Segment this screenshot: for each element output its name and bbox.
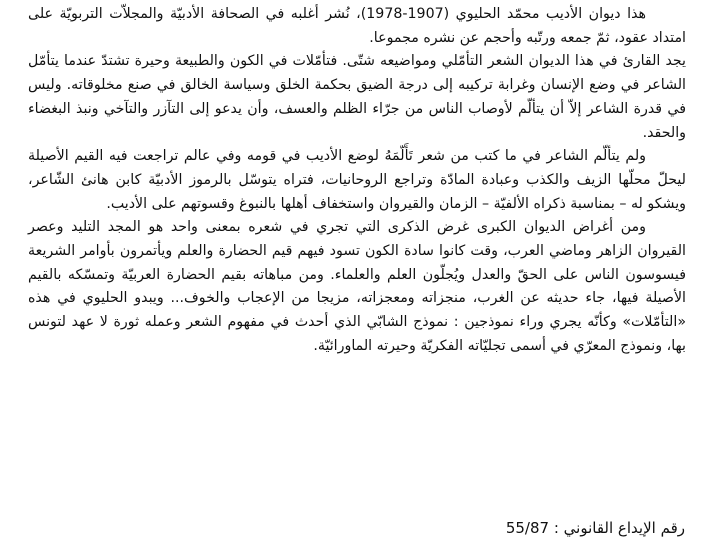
paragraph-memory-theme: ومن أغراض الديوان الكبرى غرض الذكرى التي تجري في شعره بمعنى واحد هو المجد التليد وعصر القيروان الزاهر وماضي العرب، وقت كانوا سادة الكون تسود فيهم قيم الحضارة والعلم ويأتمرون بأوامر الشريعة فيسوسون الناس على الحقّ والعدل ويُجلّون العلم والعلماء. ومن مباهاته بقيم الحضارة العربيّة وتمسّكه بالقيم الأصيلة فيها، جاء حديثه عن الغرب، منجزاته ومعجزاته، مزيجا من الإعجاب والخوف... ويبدو الحليوي في هذه «التأمّلات» وكأنّه يجري وراء نموذجين : نموذج الشابّي الذي أحدث في مفهوم الشعر وعمله ثورة لا عهد لتونس بها، ونموذج المعرّي في أسمى تجليّاته الفكريّة وحيرته الماورائيّة.: [28, 219, 686, 354]
paragraph-poet-suffering: ولم يتألّم الشاعر في ما كتب من شعر تَأَلّمَهُ لوضع الأديب في قومه وفي عالم تراجعت فيه القيم الأصيلة ليحلّ محلّها الزيف والكذب وعبادة المادّة وتراجع الروحانيات، فتراه يتوسّل بالرموز الأدبيّة كابن هانئ الشّاعر، ويشكو له – بمناسبة ذكراه الألفيّة – الزمان والقيروان واستخفاف أهلها بالنبوغ وقسوتهم على الأديب.: [28, 148, 686, 212]
paragraph-intro: هذا ديوان الأديب محمّد الحليوي (1907-1978)، نُشر أغلبه في الصحافة الأدبيّة والمجلاّت التربويّة على امتداد عقود، ثمّ جمعه ورتّبه وأحجم عن نشره مجموعا.: [28, 6, 686, 46]
legal-deposit-number: رقم الإيداع القانوني : 55/87: [505, 519, 685, 537]
document-body: [28, 3, 686, 359]
paragraph-contemplative-poetry: يجد القارئ في هذا الديوان الشعر التأمّلي ومواضيعه شتّى. فتأمّلات في الكون والطبيعة وحيرة تشتدّ عندما يتأمّل الشاعر في وضع الإنسان وغرابة تركيبه إلى درجة الضيق بحكمة الخلق وسياسة الخالق في صنع مخلوقاته. وليس في قدرة الشاعر إلاّ أن يتألّم لأوصاب الناس من جرّاء الظلم والعسف، وأن يدعو إلى التآزر والتآخي ونبذ البغضاء والحقد.: [28, 53, 686, 141]
